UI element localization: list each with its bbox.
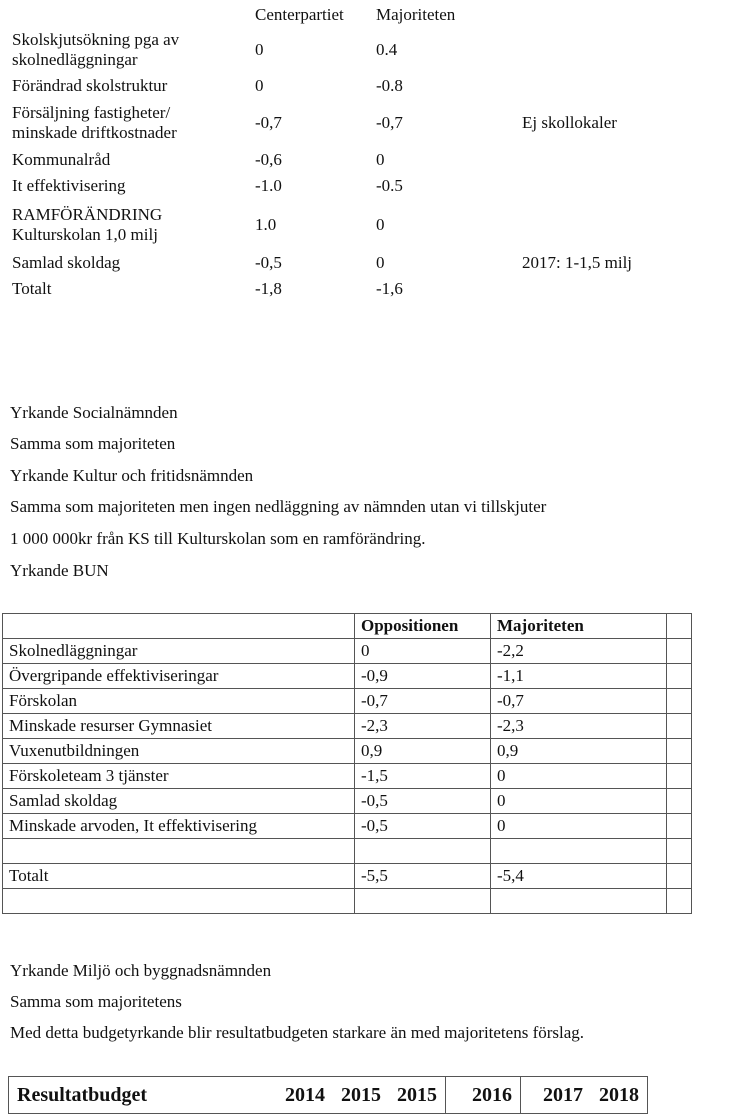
table-cell: Skolnedläggningar xyxy=(3,639,355,664)
table-cell xyxy=(355,839,491,864)
table-cell: -1,1 xyxy=(491,664,667,689)
majoriteten-value: -1,6 xyxy=(376,279,403,298)
majoriteten-value: 0.4 xyxy=(376,40,398,59)
table-cell: Samlad skoldag xyxy=(3,789,355,814)
table-cell: -5,5 xyxy=(355,864,491,889)
year-cell: 2018 xyxy=(591,1077,648,1114)
table-header-row xyxy=(3,614,692,639)
table-cell: -0,7 xyxy=(355,689,491,714)
table-cell: Majoriteten xyxy=(491,614,667,639)
paragraph: Samma som majoriteten men ingen nedläggning av nämnden utan vi tillskjuter xyxy=(10,497,547,516)
table-row xyxy=(3,764,692,789)
table-row xyxy=(3,864,692,889)
table-cell: -2,2 xyxy=(491,639,667,664)
paragraph: 1 000 000kr från KS till Kulturskolan som en ramförändring. xyxy=(10,529,426,548)
table-cell xyxy=(355,889,491,914)
majoriteten-value: 0 xyxy=(376,215,385,234)
majoriteten-value: -0,7 xyxy=(376,113,403,132)
centerpartiet-value: 0 xyxy=(255,76,264,95)
centerpartiet-value: -0,7 xyxy=(255,113,282,132)
centerpartiet-value: 1.0 xyxy=(255,215,277,234)
row-label: Samlad skoldag xyxy=(12,253,121,272)
table-row xyxy=(3,839,692,864)
table-cell xyxy=(667,714,692,739)
row-label: Förändrad skolstruktur xyxy=(12,76,168,95)
table-cell xyxy=(667,814,692,839)
paragraph: Yrkande Kultur och fritidsnämnden xyxy=(10,466,254,485)
resultat-title: Resultatbudget xyxy=(9,1077,278,1114)
row-label: Försäljning fastigheter/ xyxy=(12,103,171,122)
table-cell: -2,3 xyxy=(355,714,491,739)
table-cell xyxy=(667,789,692,814)
table-row xyxy=(3,814,692,839)
table-cell: Övergripande effektiviseringar xyxy=(3,664,355,689)
table-cell xyxy=(667,739,692,764)
table-cell xyxy=(3,889,355,914)
table-cell: 0 xyxy=(491,814,667,839)
table-cell: 0,9 xyxy=(355,739,491,764)
table-row xyxy=(3,639,692,664)
year-cell: 2016 xyxy=(446,1077,521,1114)
row-label: Skolskjutsökning pga av xyxy=(12,30,180,49)
table-cell: Minskade resurser Gymnasiet xyxy=(3,714,355,739)
table-row xyxy=(3,889,692,914)
centerpartiet-value: -1,8 xyxy=(255,279,282,298)
centerpartiet-value: -0,6 xyxy=(255,150,282,169)
majoriteten-value: -0.8 xyxy=(376,76,403,95)
table-cell: Oppositionen xyxy=(355,614,491,639)
paragraph: Med detta budgetyrkande blir resultatbudgeten starkare än med majoritetens förslag. xyxy=(10,1023,585,1042)
table-cell: 0 xyxy=(491,789,667,814)
row-note: Ej skollokaler xyxy=(522,113,617,132)
majoriteten-value: -0.5 xyxy=(376,176,403,195)
table-cell: -5,4 xyxy=(491,864,667,889)
paragraph: Yrkande Socialnämnden xyxy=(10,403,178,422)
paragraph: Yrkande Miljö och byggnadsnämnden xyxy=(10,961,272,980)
table-row xyxy=(3,789,692,814)
row-label-line2: skolnedläggningar xyxy=(12,50,138,69)
table-row xyxy=(3,714,692,739)
table-cell: Minskade arvoden, It effektivisering xyxy=(3,814,355,839)
paragraph: Samma som majoriteten xyxy=(10,434,176,453)
table-row xyxy=(3,664,692,689)
resultatbudget-table xyxy=(8,1076,648,1114)
table-cell: 0 xyxy=(355,639,491,664)
paragraph: Yrkande BUN xyxy=(10,561,109,580)
table-cell: 0 xyxy=(491,764,667,789)
majoriteten-value: 0 xyxy=(376,150,385,169)
year-cell: 2017 xyxy=(521,1077,592,1114)
table-cell xyxy=(667,614,692,639)
centerpartiet-value: 0 xyxy=(255,40,264,59)
row-note: 2017: 1-1,5 milj xyxy=(522,253,633,272)
table-cell xyxy=(491,889,667,914)
table-cell: -1,5 xyxy=(355,764,491,789)
table-cell xyxy=(667,839,692,864)
table-cell: Förskoleteam 3 tjänster xyxy=(3,764,355,789)
table-cell xyxy=(3,839,355,864)
table-cell xyxy=(667,864,692,889)
col-header-centerpartiet: Centerpartiet xyxy=(255,5,344,24)
table-cell xyxy=(667,889,692,914)
table-cell: -0,9 xyxy=(355,664,491,689)
bun-table xyxy=(2,613,692,914)
centerpartiet-value: -1.0 xyxy=(255,176,282,195)
table-row xyxy=(3,739,692,764)
table-cell: Förskolan xyxy=(3,689,355,714)
table-row xyxy=(3,689,692,714)
table-cell xyxy=(667,764,692,789)
majoriteten-value: 0 xyxy=(376,253,385,272)
col-header-majoriteten: Majoriteten xyxy=(376,5,456,24)
paragraph: Samma som majoritetens xyxy=(10,992,182,1011)
table-cell xyxy=(491,839,667,864)
table-cell: -0,7 xyxy=(491,689,667,714)
table-cell: -0,5 xyxy=(355,814,491,839)
row-label: It effektivisering xyxy=(12,176,126,195)
centerpartiet-value: -0,5 xyxy=(255,253,282,272)
row-label: Kommunalråd xyxy=(12,150,111,169)
year-cell: 2015 xyxy=(389,1077,446,1114)
table-cell: Vuxenutbildningen xyxy=(3,739,355,764)
table-cell: -0,5 xyxy=(355,789,491,814)
row-label-line2: Kulturskolan 1,0 milj xyxy=(12,225,158,244)
row-label-line2: minskade driftkostnader xyxy=(12,123,177,142)
year-cell: 2014 xyxy=(277,1077,333,1114)
row-label: RAMFÖRÄNDRING xyxy=(12,205,163,224)
table-cell xyxy=(667,639,692,664)
table-cell xyxy=(667,664,692,689)
row-label: Totalt xyxy=(12,279,52,298)
table-cell: -2,3 xyxy=(491,714,667,739)
table-cell: Totalt xyxy=(3,864,355,889)
table-cell xyxy=(3,614,355,639)
year-cell: 2015 xyxy=(333,1077,389,1114)
table-cell xyxy=(667,689,692,714)
table-cell: 0,9 xyxy=(491,739,667,764)
